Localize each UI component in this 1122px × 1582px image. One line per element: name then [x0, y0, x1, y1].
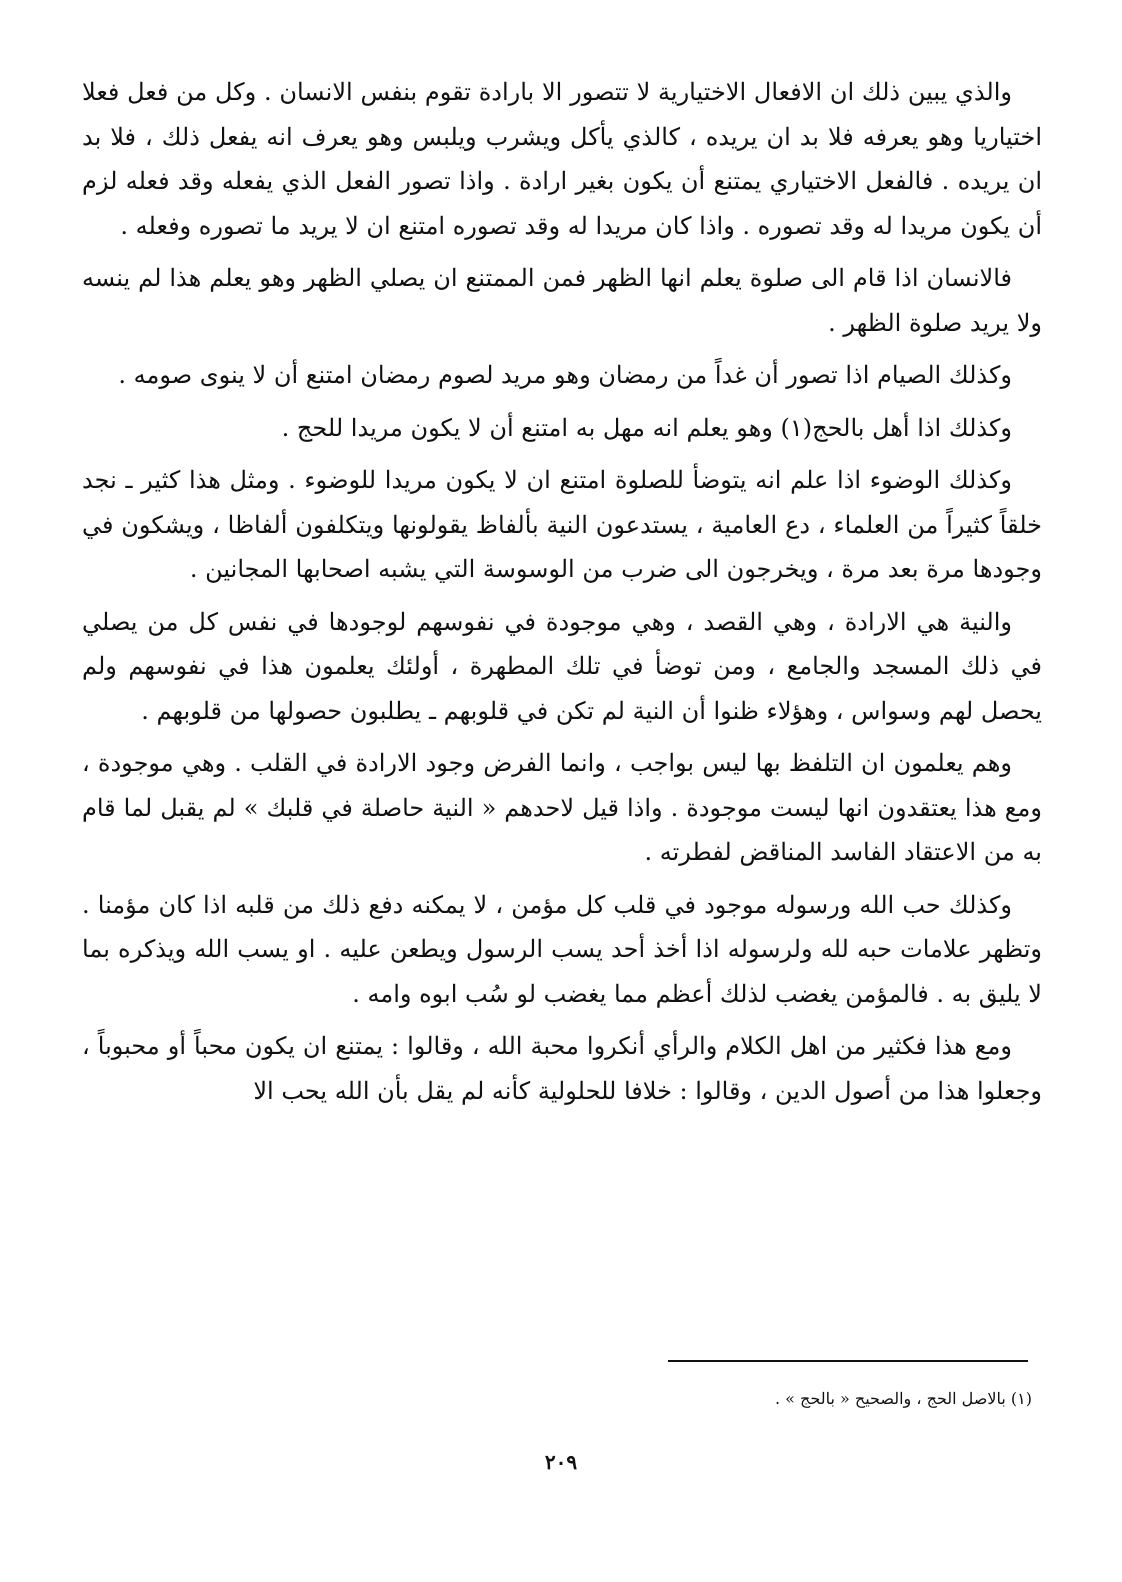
- paragraph-8: وكذلك حب الله ورسوله موجود في قلب كل مؤمن ، لا يمكنه دفع ذلك من قلبه اذا كان مؤمنا . وتظهر علامات حبه لله ولرسوله اذا أخذ أحد يسب الرسول ويطعن عليه . او يسب الله ويذكره بما لا يليق به . فالمؤمن يغضب لذلك أعظم مما يغضب لو سُب ابوه وامه .: [82, 890, 1042, 1008]
- paragraph-5: وكذلك الوضوء اذا علم انه يتوضأ للصلوة امتنع ان لا يكون مريدا للوضوء . ومثل هذا كثير ـ نجد خلقاً كثيراً من العلماء ، دع العامية ، يستدعون النية بألفاظ يقولونها ويتكلفون ألفاظا ، ويشكون في وجودها مرة بعد مرة ، ويخرجون الى ضرب من الوسوسة التي يشبه اصحابها المجانين .: [82, 466, 1042, 583]
- paragraph-7: وهم يعلمون ان التلفظ بها ليس بواجب ، وانما الفرض وجود الارادة في القلب . وهي موجودة ، ومع هذا يعتقدون انها ليست موجودة . واذا قيل لاحدهم « النية حاصلة في قلبك » لم يقبل لما قام به من الاعتقاد الفاسد المناقض لفطرته .: [82, 749, 1042, 866]
- main-text: [82, 70, 1042, 1121]
- page-number: ٢٠٩: [544, 1450, 578, 1474]
- paragraph-2: فالانسان اذا قام الى صلوة يعلم انها الظهر فمن الممتنع ان يصلي الظهر وهو يعلم هذا لم ينسه ولا يريد صلوة الظهر .: [82, 264, 1042, 337]
- paragraph-3: وكذلك الصيام اذا تصور أن غداً من رمضان وهو مريد لصوم رمضان امتنع أن لا ينوى صومه .: [118, 361, 1012, 389]
- paragraph-1: والذي يبين ذلك ان الافعال الاختيارية لا تتصور الا بارادة تقوم بنفس الانسان . وكل من فعل فعلا اختياريا وهو يعرفه فلا بد ان يريده ، كالذي يأكل ويشرب ويلبس وهو يعرف انه يفعل ذلك ، فلا بد ان يريده . فالفعل الاختياري يمتنع أن يكون بغير ارادة . واذا تصور الفعل الذي يفعله وقد فعله لزم أن يكون مريدا له وقد تصوره . واذا كان مريدا له وقد تصوره امتنع ان لا يريد ما تصوره وفعله .: [82, 78, 1042, 240]
- footnote: (١) بالاصل الحج ، والصحيح « بالحج » .: [775, 1389, 1032, 1408]
- paragraph-6: والنية هي الارادة ، وهي القصد ، وهي موجودة في نفوسهم لوجودها في نفس كل من يصلي في ذلك المسجد والجامع ، ومن توضأ في تلك المطهرة ، أولئك يعلمون هذا في نفوسهم ولم يحصل لهم وسواس ، وهؤلاء ظنوا أن النية لم تكن في قلوبهم ـ يطلبون حصولها من قلوبهم .: [82, 607, 1042, 725]
- footnote-divider: [668, 1360, 1028, 1362]
- paragraph-9: ومع هذا فكثير من اهل الكلام والرأي أنكروا محبة الله ، وقالوا : يمتنع ان يكون محباً أو محبوباً ، وجعلوا هذا من أصول الدين ، وقالوا : خلافا للحلولية كأنه لم يقل بأن الله يحب الا: [82, 1032, 1042, 1105]
- paragraph-4: وكذلك اذا أهل بالحج(١) وهو يعلم انه مهل به امتنع أن لا يكون مريدا للحج .: [281, 413, 1012, 442]
